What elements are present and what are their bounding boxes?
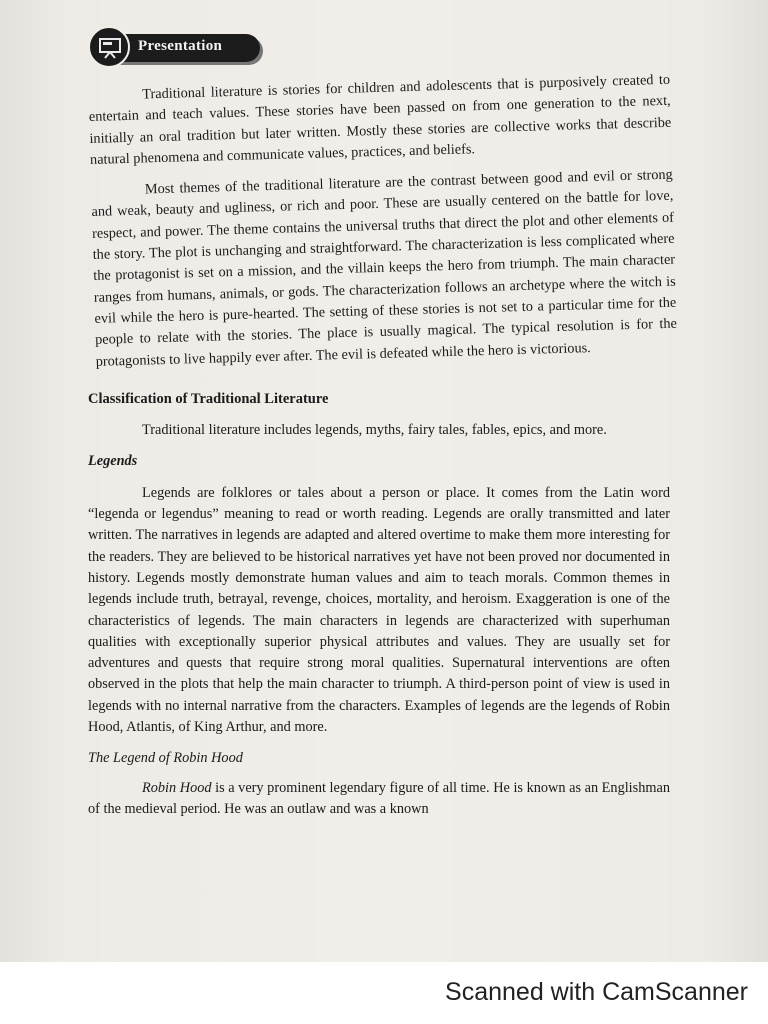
section-banner bbox=[88, 26, 266, 70]
robin-hood-title: The Legend of Robin Hood bbox=[88, 750, 243, 767]
robin-hood-text: is a very prominent legendary figure of all time. He is known as an Englishman of the medieval period. He was an outlaw and was a known bbox=[88, 779, 670, 817]
presentation-board-icon bbox=[97, 37, 123, 59]
intro-paragraph: Traditional literature is stories for children and adolescents that is purposively created to entertain and teach values. These stories have been passed on from one generation to the next, initially an oral tradition but later written. Mostly these stories are collective works that describe natural phenomena and communicate values, practices, and beliefs. bbox=[88, 71, 672, 168]
body-text bbox=[88, 71, 678, 830]
robin-hood-paragraph bbox=[88, 778, 670, 821]
classification-heading: Classification of Traditional Literature bbox=[88, 390, 329, 407]
legends-heading: Legends bbox=[88, 453, 138, 470]
classification-paragraph: Traditional literature includes legends, myths, fairy tales, fables, epics, and more. bbox=[142, 422, 607, 439]
legends-paragraph: Legends are folklores or tales about a person or place. It comes from the Latin word “legenda or legendus” meaning to read or worth reading. Legends are orally transmitted and later written. The narratives in legends are adapted and altered overtime to make them more interesting for the readers. They are believed to be historical narratives yet have not been proved nor documented in history. Legends mostly demonstrate human values and aim to teach morals. Common themes in legends include truth, betrayal, revenge, choices, mortality, and heroism. Exaggeration is one of the characteristics of legends. The main characters in legends are characterized with superhuman qualities with exceptionally superior physical attributes and values. They are usually set for adventures and quests that require strong moral qualities. Supernatural interventions are often observed in the plots that help the main character to triumph. A third-person point of view is used in legends with no internal narrative from the characters. Examples of legends are the legends of Robin Hood, Atlantis, of King Arthur, and more. bbox=[88, 484, 670, 736]
banner-circle bbox=[88, 26, 130, 68]
themes-paragraph: Most themes of the traditional literature are the contrast between good and evil or strong and weak, beauty and ugliness, or rich and poor. These are usually centered on the battle for love, respect, and power. The theme contains the universal truths that direct the plot and other elements of the story. The plot is unchanging and straightforward. The characterization is less complicated where the protagonist is set on a mission, and the villain keeps the hero from triumph. The main character ranges from humans, animals, or gods. The characterization follows an archetype where the witch is evil while the hero is pure-hearted. The setting of these stories is not set to a particular time for the people to relate with the stories. The place is usually magical. The typical resolution is for the protagonists to live happily ever after. The evil is defeated while the hero is victorious. bbox=[91, 166, 678, 370]
banner-label: Presentation bbox=[138, 38, 223, 54]
camscanner-watermark: Scanned with CamScanner bbox=[445, 978, 748, 1006]
tilted-upper-text bbox=[88, 70, 678, 373]
robin-hood-name: Robin Hood bbox=[142, 779, 212, 796]
